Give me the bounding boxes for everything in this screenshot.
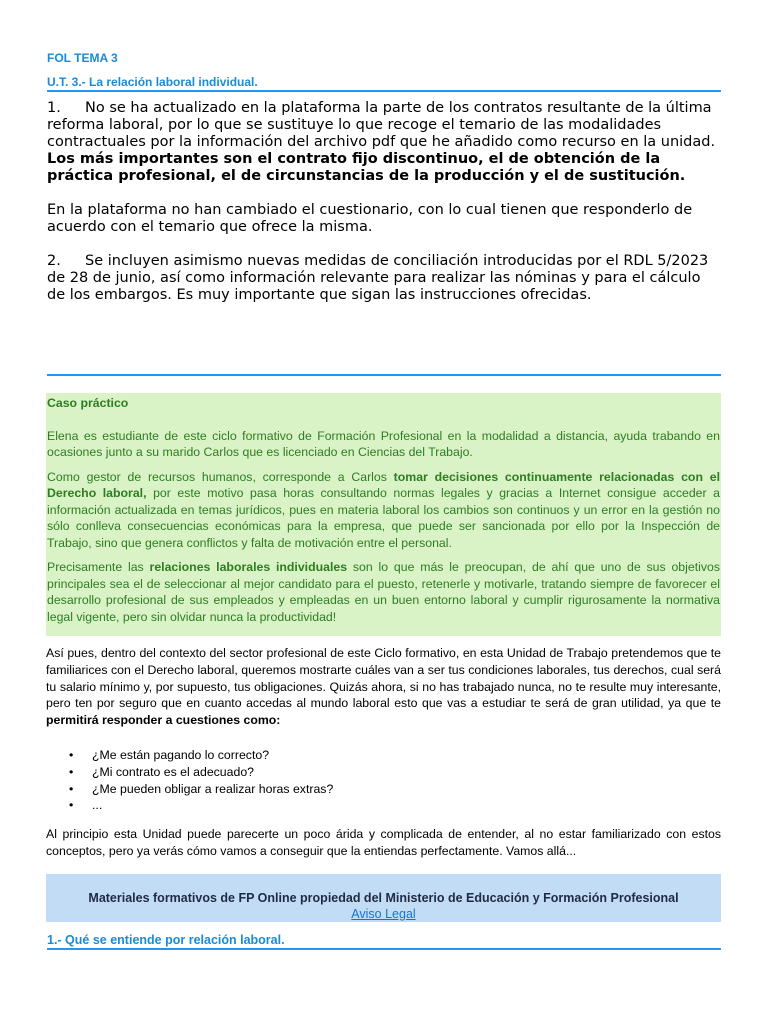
case-text: son lo que más le preocupan, de ahí que uno de sus objetivos principales sea el de seleccionar al mejor candidato para el puesto, retenerle y motivarle, tratando siempre de favorecer el desarrollo profesional de sus empleados y empleadas en un buen entorno laboral y cumplir rigurosamente la normativa legal vigente, pero sin olvidar nunca la productividad! [47,560,721,624]
case-study-title: Caso práctico [47,396,129,410]
case-text: Precisamente las [47,560,150,574]
topic-heading: FOL TEMA 3 [47,51,118,65]
legal-notice-link[interactable]: Aviso Legal [351,907,416,921]
materials-footer [46,874,721,922]
notice-number-1: 1. [47,100,61,116]
intro-section [46,645,721,814]
case-bold: relaciones laborales individuales [149,560,348,574]
section-divider [47,374,721,376]
case-text: Como gestor de recursos humanos, corresponde a Carlos [47,469,394,484]
case-study-box [46,393,721,636]
outro-section [46,826,721,860]
list-item: • ¿Me pueden obligar a realizar horas extras? [92,781,721,798]
unit-title: U.T. 3.- La relación laboral individual. [47,75,721,92]
outro-paragraph: Al principio esta Unidad puede parecerte un poco árida y complicada de entender, al no estar familiarizado con estos conceptos, pero ya verás cómo vamos a conseguir que la entiendas perfectamente. Vamos allá... [46,827,721,858]
notice-paragraph-3 [47,253,721,304]
notice-bold-1: Los más importantes son el contrato fijo discontinuo, el de obtención de la práctica profesional, el de circunstancias de la producción y el de sustitución. [47,151,686,184]
case-paragraph-2 [47,469,720,552]
questions-list [46,747,721,814]
case-paragraph-3 [47,559,720,625]
next-section-heading: 1.- Qué se entiende por relación laboral. [47,933,721,950]
notice-paragraph-1 [47,100,721,185]
list-item: • ¿Mi contrato es el adecuado? [92,764,721,781]
notice-paragraph-2: En la plataforma no han cambiado el cuestionario, con lo cual tienen que responderlo de acuerdo con el temario que ofrece la misma. [47,202,693,235]
notice-number-2: 2. [47,253,61,269]
notice-text-3: Se incluyen asimismo nuevas medidas de conciliación introducidas por el RDL 5/2023 de 28 de junio, así como información relevante para realizar las nóminas y para el cálculo de los embargos. Es muy importante que sigan las instrucciones ofrecidas. [47,253,709,303]
intro-bold: permitirá responder a cuestiones como: [46,713,281,728]
intro-text: Así pues, dentro del contexto del sector profesional de este Ciclo formativo, en esta Unidad de Trabajo pretendemos que te familiarices con el Derecho laboral, queremos mostrarte cuáles van a ser tus condiciones laborales, tus derechos, cual será tu salario mínimo y, por supuesto, tus obligaciones. Quizás ahora, si no has trabajado nunca, no te resulte muy interesante, pero ten por seguro que en cuanto accedas al mundo laboral esto que vas a estudiar te será de gran utilidad, ya que te [46,646,721,711]
list-item: • ¿Me están pagando lo correcto? [92,747,721,764]
list-item: • ... [92,797,721,814]
notice-text-1: No se ha actualizado en la plataforma la parte de los contratos resultante de la última reforma laboral, por lo que se sustituye lo que recoge el temario de las modalidades contractuales por la información del archivo pdf que he añadido como recurso en la unidad. [47,100,716,150]
case-paragraph-1: Elena es estudiante de este ciclo formativo de Formación Profesional en la modalidad a distancia, ayuda trabando en ocasiones junto a su marido Carlos que es licenciado en Ciencias del Trabajo. [47,428,720,459]
case-bold: tomar decisiones continuamente relacionadas con el Derecho laboral, [47,469,720,500]
intro-paragraph [46,645,721,729]
materials-credit: Materiales formativos de FP Online propiedad del Ministerio de Educación y Formación Profesional [88,891,679,905]
update-notice [47,100,721,304]
case-text: por este motivo pasa horas consultando normas legales y gracias a Internet consigue acceder a información actualizada en temas jurídicos, pues en materia laboral los cambios son continuos y un error en la gestión no sólo conlleva consecuencias económicas para la empresa, que puede ser sancionada por ello por la Inspección de Trabajo, sino que genera conflictos y falta de motivación entre el personal. [47,486,721,550]
